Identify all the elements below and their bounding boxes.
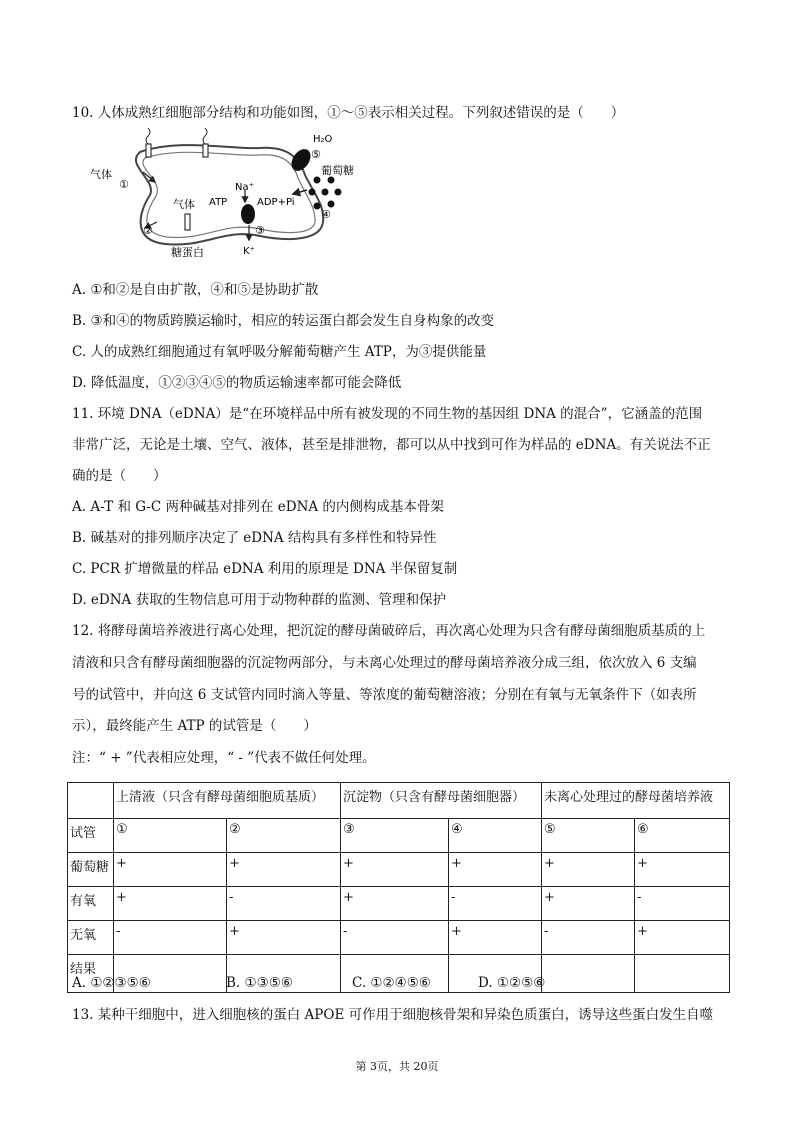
q12-option-a: A. ①②③⑤⑥ (72, 975, 151, 991)
table-row-label: 无氧 (68, 921, 114, 955)
table-cell: + (341, 887, 449, 921)
table-row-label: 试管 (68, 819, 114, 853)
table-cell: + (227, 921, 341, 955)
label-na: Na⁺ (235, 182, 254, 193)
label-n1: ① (119, 178, 129, 191)
label-glucose: 葡萄糖 (321, 164, 354, 177)
pump-icon (241, 204, 255, 224)
glucose-dots (309, 177, 342, 210)
channel-icon (203, 144, 208, 157)
table-cell: + (542, 887, 635, 921)
label-n4: ④ (321, 208, 331, 221)
q12-note: 注：“ + ”代表相应处理，“ - ”代表不做任何处理。 (72, 750, 376, 766)
table-cell: + (341, 853, 449, 887)
table-cell: - (449, 887, 542, 921)
q10-stem: 10. 人体成熟红细胞部分结构和功能如图，①～⑤表示相关过程。下列叙述错误的是（ ） (72, 105, 625, 121)
q10-option-d: D. 降低温度，①②③④⑤的物质运输速率都可能会降低 (72, 375, 402, 391)
table-cell: + (227, 853, 341, 887)
label-h2o: H₂O (313, 134, 333, 145)
q12-stem-line-1: 12. 将酵母菌培养液进行离心处理，把沉淀的酵母菌破碎后，再次离心处理为只含有酵母菌细胞质基质的上 (72, 623, 706, 639)
table-cell: - (114, 921, 227, 955)
table-group-header: 上清液（只含有酵母菌细胞质基质） (114, 783, 341, 819)
label-n5: ⑤ (311, 148, 321, 161)
table-row-label: 葡萄糖 (68, 853, 114, 887)
label-adp: ADP+Pi (257, 197, 295, 208)
table-cell: ① (114, 819, 227, 853)
table-row (68, 819, 730, 853)
q11-option-d: D. eDNA 获取的生物信息可用于动物种群的监测、管理和保护 (72, 592, 447, 608)
table-cell (542, 955, 635, 993)
q12-option-b: B. ①③⑤⑥ (226, 975, 293, 991)
table-header-row (68, 783, 730, 819)
q11-option-b: B. 碱基对的排列顺序决定了 eDNA 结构具有多样性和特异性 (72, 530, 437, 546)
table-row-label: 结果 (68, 955, 114, 993)
table-cell: - (227, 887, 341, 921)
table-corner-cell (68, 783, 114, 819)
q11-stem-line-2: 非常广泛，无论是土壤、空气、液体，甚至是排泄物，都可以从中找到可作为样品的 eDNA。有关说法不正 (72, 437, 711, 453)
table-cell: - (635, 887, 730, 921)
label-n2: ② (143, 224, 153, 237)
glycoprotein-icon (185, 214, 190, 230)
table-cell: ③ (341, 819, 449, 853)
channel-icon (146, 144, 151, 157)
table-group-header: 沉淀物（只含有酵母菌细胞器） (341, 783, 542, 819)
q12-option-c: C. ①②④⑤⑥ (352, 975, 431, 991)
table-row (68, 887, 730, 921)
table-cell: ② (227, 819, 341, 853)
q10-option-a: A. ①和②是自由扩散，④和⑤是协助扩散 (72, 282, 319, 298)
q10-option-c: C. 人的成熟红细胞通过有氧呼吸分解葡萄糖产生 ATP，为③提供能量 (72, 344, 487, 360)
q12-stem-line-3: 号的试管中，并向这 6 支试管内同时滴入等量、等浓度的葡萄糖溶液；分别在有氧与无氧条件下（如表所 (72, 687, 697, 703)
table-cell: + (542, 853, 635, 887)
label-gas-outer: 气体 (90, 168, 112, 181)
table-cell: + (449, 921, 542, 955)
table-cell: - (341, 921, 449, 955)
label-n3: ③ (255, 224, 265, 237)
q11-option-a: A. A-T 和 G-C 两种碱基对排列在 eDNA 的内侧构成基本骨架 (72, 499, 444, 515)
table-cell: + (114, 887, 227, 921)
q11-option-c: C. PCR 扩增微量的样品 eDNA 利用的原理是 DNA 半保留复制 (72, 561, 458, 577)
q13-stem-line-1: 13. 某种干细胞中，进入细胞核的蛋白 APOE 可作用于细胞核骨架和异染色质蛋白，诱导这些蛋白发生自噬 (72, 1007, 714, 1023)
table-row (68, 921, 730, 955)
label-glycoprotein: 糖蛋白 (171, 246, 204, 259)
table-row-label: 有氧 (68, 887, 114, 921)
label-gas-inner: 气体 (173, 198, 195, 211)
table-group-header: 未离心处理过的酵母菌培养液 (542, 783, 730, 819)
q12-stem-line-2: 清液和只含有酵母菌细胞器的沉淀物两部分，与未离心处理过的酵母菌培养液分成三组，依次放入 6 支编 (72, 655, 697, 671)
table-cell (635, 955, 730, 993)
q12-option-d: D. ①②⑤⑥ (478, 975, 546, 991)
table-cell: + (449, 853, 542, 887)
table-cell: ⑥ (635, 819, 730, 853)
q10-option-b: B. ③和④的物质跨膜运输时，相应的转运蛋白都会发生自身构象的改变 (72, 313, 495, 329)
table-cell: + (114, 853, 227, 887)
label-k: K⁺ (243, 246, 255, 257)
label-atp: ATP (209, 197, 228, 208)
table-cell: ④ (449, 819, 542, 853)
table-cell: + (635, 853, 730, 887)
q11-stem-line-1: 11. 环境 DNA（eDNA）是“在环境样品中所有被发现的不同生物的基因组 DNA 的混合”，它涵盖的范围 (72, 406, 703, 422)
table-cell: - (542, 921, 635, 955)
page-footer: 第 3页，共 20页 (355, 1060, 439, 1073)
q11-stem-line-3: 确的是（ ） (72, 468, 167, 484)
q12-stem-line-4: 示），最终能产生 ATP 的试管是（ ） (72, 718, 317, 734)
table-row (68, 853, 730, 887)
q12-experiment-table (67, 782, 730, 993)
rbc-membrane-diagram (85, 130, 354, 265)
table-cell: ⑤ (542, 819, 635, 853)
table-cell: + (635, 921, 730, 955)
